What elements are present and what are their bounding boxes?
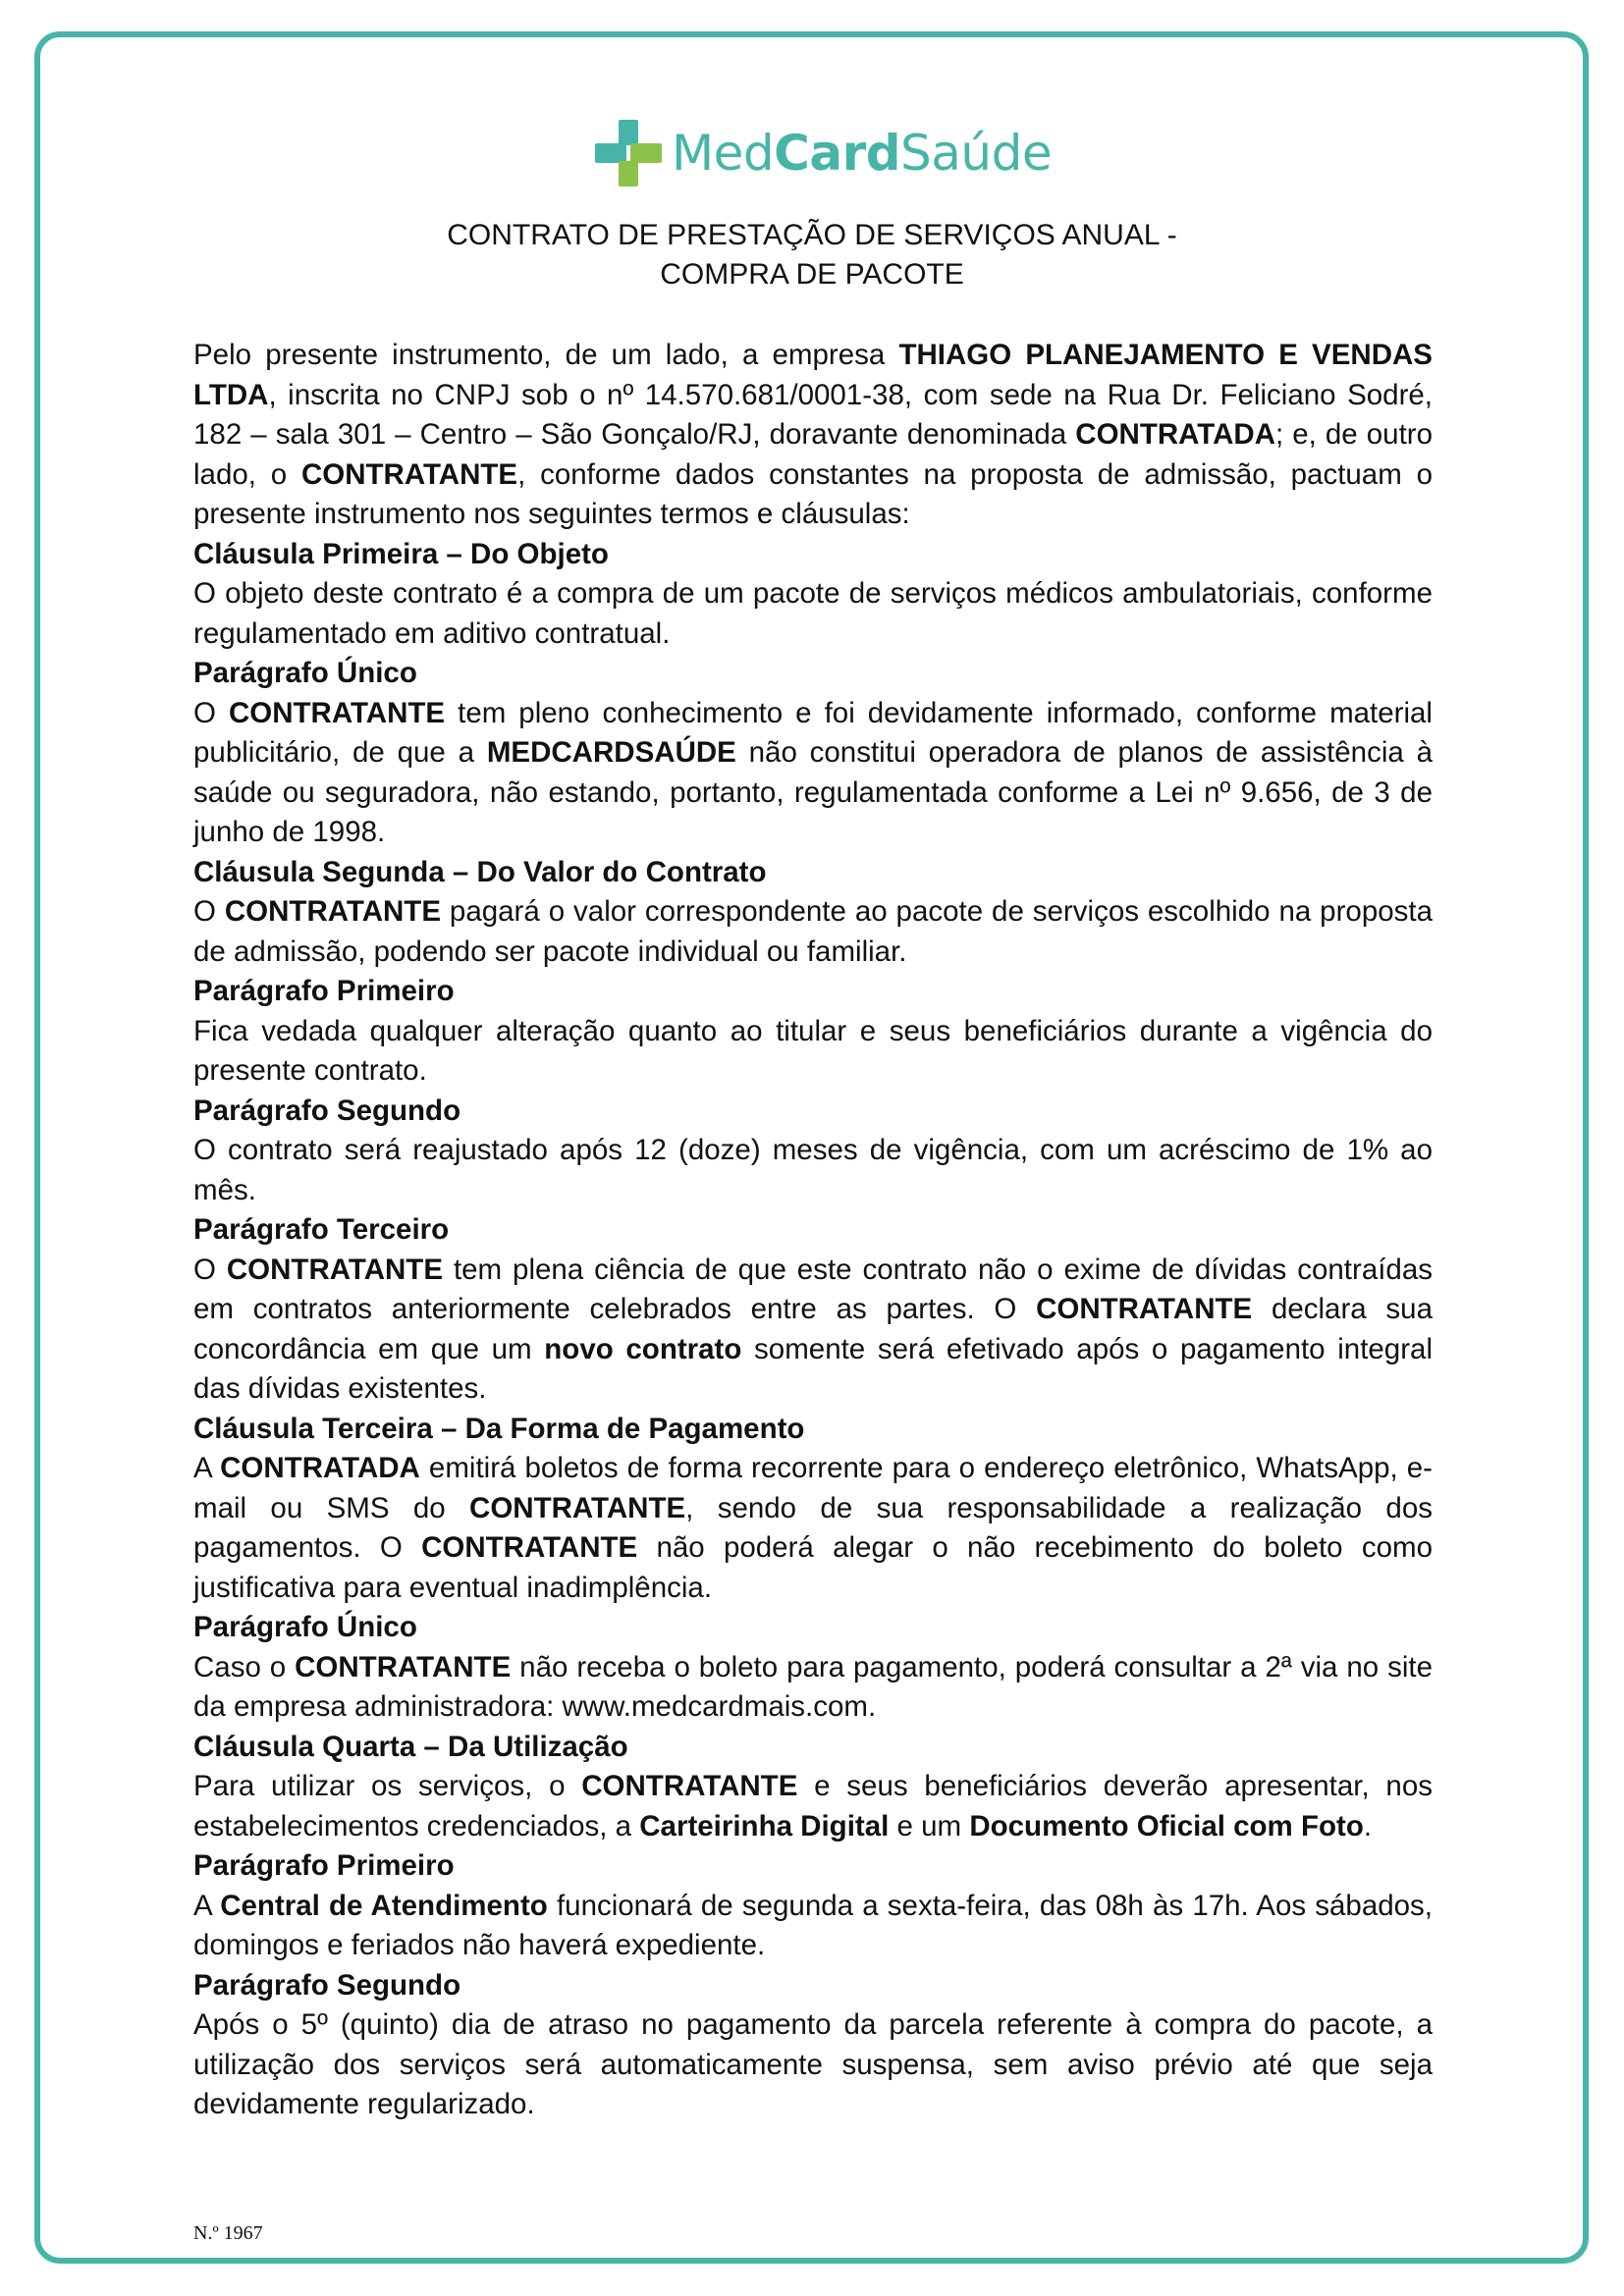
- medcard-logo: [593, 114, 1052, 192]
- clause-4-paragraph-1-text: A Central de Atendimento funcionará de segunda a sexta-feira, das 08h às 17h. Aos sábados, domingos e feriados não haverá expediente.: [193, 1889, 1433, 1961]
- clause-2-paragraph-1-heading: Parágrafo Primeiro: [193, 975, 455, 1007]
- intro-paragraph: Pelo presente instrumento, de um lado, a empresa THIAGO PLANEJAMENTO E VENDAS LTDA, inscrita no CNPJ sob o nº 14.570.681/0001-38, com sede na Rua Dr. Feliciano Sodré, 182 – sala 301 – Centro – São Gonçalo/RJ, doravante denominada CONTRATADA; e, de outro lado, o CONTRATANTE, conforme dados constantes na proposta de admissão, pactuam o presente instrumento nos seguintes termos e cláusulas:: [193, 339, 1433, 530]
- clause-4-paragraph-2-text: Após o 5º (quinto) dia de atraso no pagamento da parcela referente à compra do pacote, a utilização dos serviços será automaticamente suspensa, sem aviso prévio até que seja devidamente regularizado.: [193, 2008, 1433, 2120]
- clause-1-paragraph-unico-heading: Parágrafo Único: [193, 657, 417, 689]
- logo-text-card: Card: [774, 125, 901, 182]
- clause-2-paragraph-2-heading: Parágrafo Segundo: [193, 1094, 461, 1127]
- title-line-1: CONTRATO DE PRESTAÇÃO DE SERVIÇOS ANUAL -: [447, 219, 1177, 251]
- clause-2-heading: Cláusula Segunda – Do Valor do Contrato: [193, 855, 767, 888]
- document-number: N.º 1967: [193, 2222, 263, 2244]
- clause-4-paragraph-1-heading: Parágrafo Primeiro: [193, 1849, 455, 1882]
- clause-1-paragraph-unico-text: O CONTRATANTE tem pleno conhecimento e foi devidamente informado, conforme material publicitário, de que a MEDCARDSAÚDE não constitui operadora de planos de assistência à saúde ou seguradora, não estando, portanto, regulamentada conforme a Lei nº 9.656, de 3 de junho de 1998.: [193, 696, 1433, 848]
- clause-2-paragraph-3-text: O CONTRATANTE tem plena ciência de que este contrato não o exime de dívidas contraídas em contratos anteriormente celebrados entre as partes. O CONTRATANTE declara sua concordância em que um novo contrato somente será efetivado após o pagamento integral das dívidas existentes.: [193, 1253, 1433, 1405]
- clause-3-paragraph-unico-heading: Parágrafo Único: [193, 1611, 417, 1643]
- logo-text-med: Med: [672, 125, 775, 182]
- logo-wordmark: [672, 125, 1052, 182]
- contract-body: [193, 336, 1433, 2125]
- clause-1-text: O objeto deste contrato é a compra de um pacote de serviços médicos ambulatoriais, conforme regulamentado em aditivo contratual.: [193, 577, 1433, 650]
- document-title: [0, 216, 1624, 294]
- clause-4-paragraph-2-heading: Parágrafo Segundo: [193, 1968, 461, 2002]
- clause-3-text: A CONTRATADA emitirá boletos de forma recorrente para o endereço eletrônico, WhatsApp, e-mail ou SMS do CONTRATANTE, sendo de sua responsabilidade a realização dos pagamentos. O CONTRATANTE não poderá alegar o não recebimento do boleto como justificativa para eventual inadimplência.: [193, 1452, 1433, 1604]
- clause-3-paragraph-unico-text: Caso o CONTRATANTE não receba o boleto para pagamento, poderá consultar a 2ª via no site da empresa administradora: www.medcardmais.com.: [193, 1650, 1433, 1723]
- clause-2-paragraph-2-text: O contrato será reajustado após 12 (doze) meses de vigência, com um acréscimo de 1% ao mês.: [193, 1134, 1433, 1206]
- medical-cross-icon: [593, 118, 664, 188]
- clause-4-text: Para utilizar os serviços, o CONTRATANTE e seus beneficiários deverão apresentar, nos estabelecimentos credenciados, a Carteirinha Digital e um Documento Oficial com Foto.: [193, 1770, 1433, 1842]
- clause-3-heading: Cláusula Terceira – Da Forma de Pagamento: [193, 1412, 805, 1445]
- clause-2-text: O CONTRATANTE pagará o valor correspondente ao pacote de serviços escolhido na proposta de admissão, podendo ser pacote individual ou familiar.: [193, 895, 1433, 968]
- title-line-2: COMPRA DE PACOTE: [660, 258, 964, 291]
- clause-2-paragraph-1-text: Fica vedada qualquer alteração quanto ao titular e seus beneficiários durante a vigência do presente contrato.: [193, 1014, 1433, 1087]
- clause-2-paragraph-3-heading: Parágrafo Terceiro: [193, 1213, 450, 1246]
- clause-1-heading: Cláusula Primeira – Do Objeto: [193, 537, 609, 570]
- logo-text-saude: Saúde: [900, 125, 1053, 182]
- clause-4-heading: Cláusula Quarta – Da Utilização: [193, 1730, 628, 1763]
